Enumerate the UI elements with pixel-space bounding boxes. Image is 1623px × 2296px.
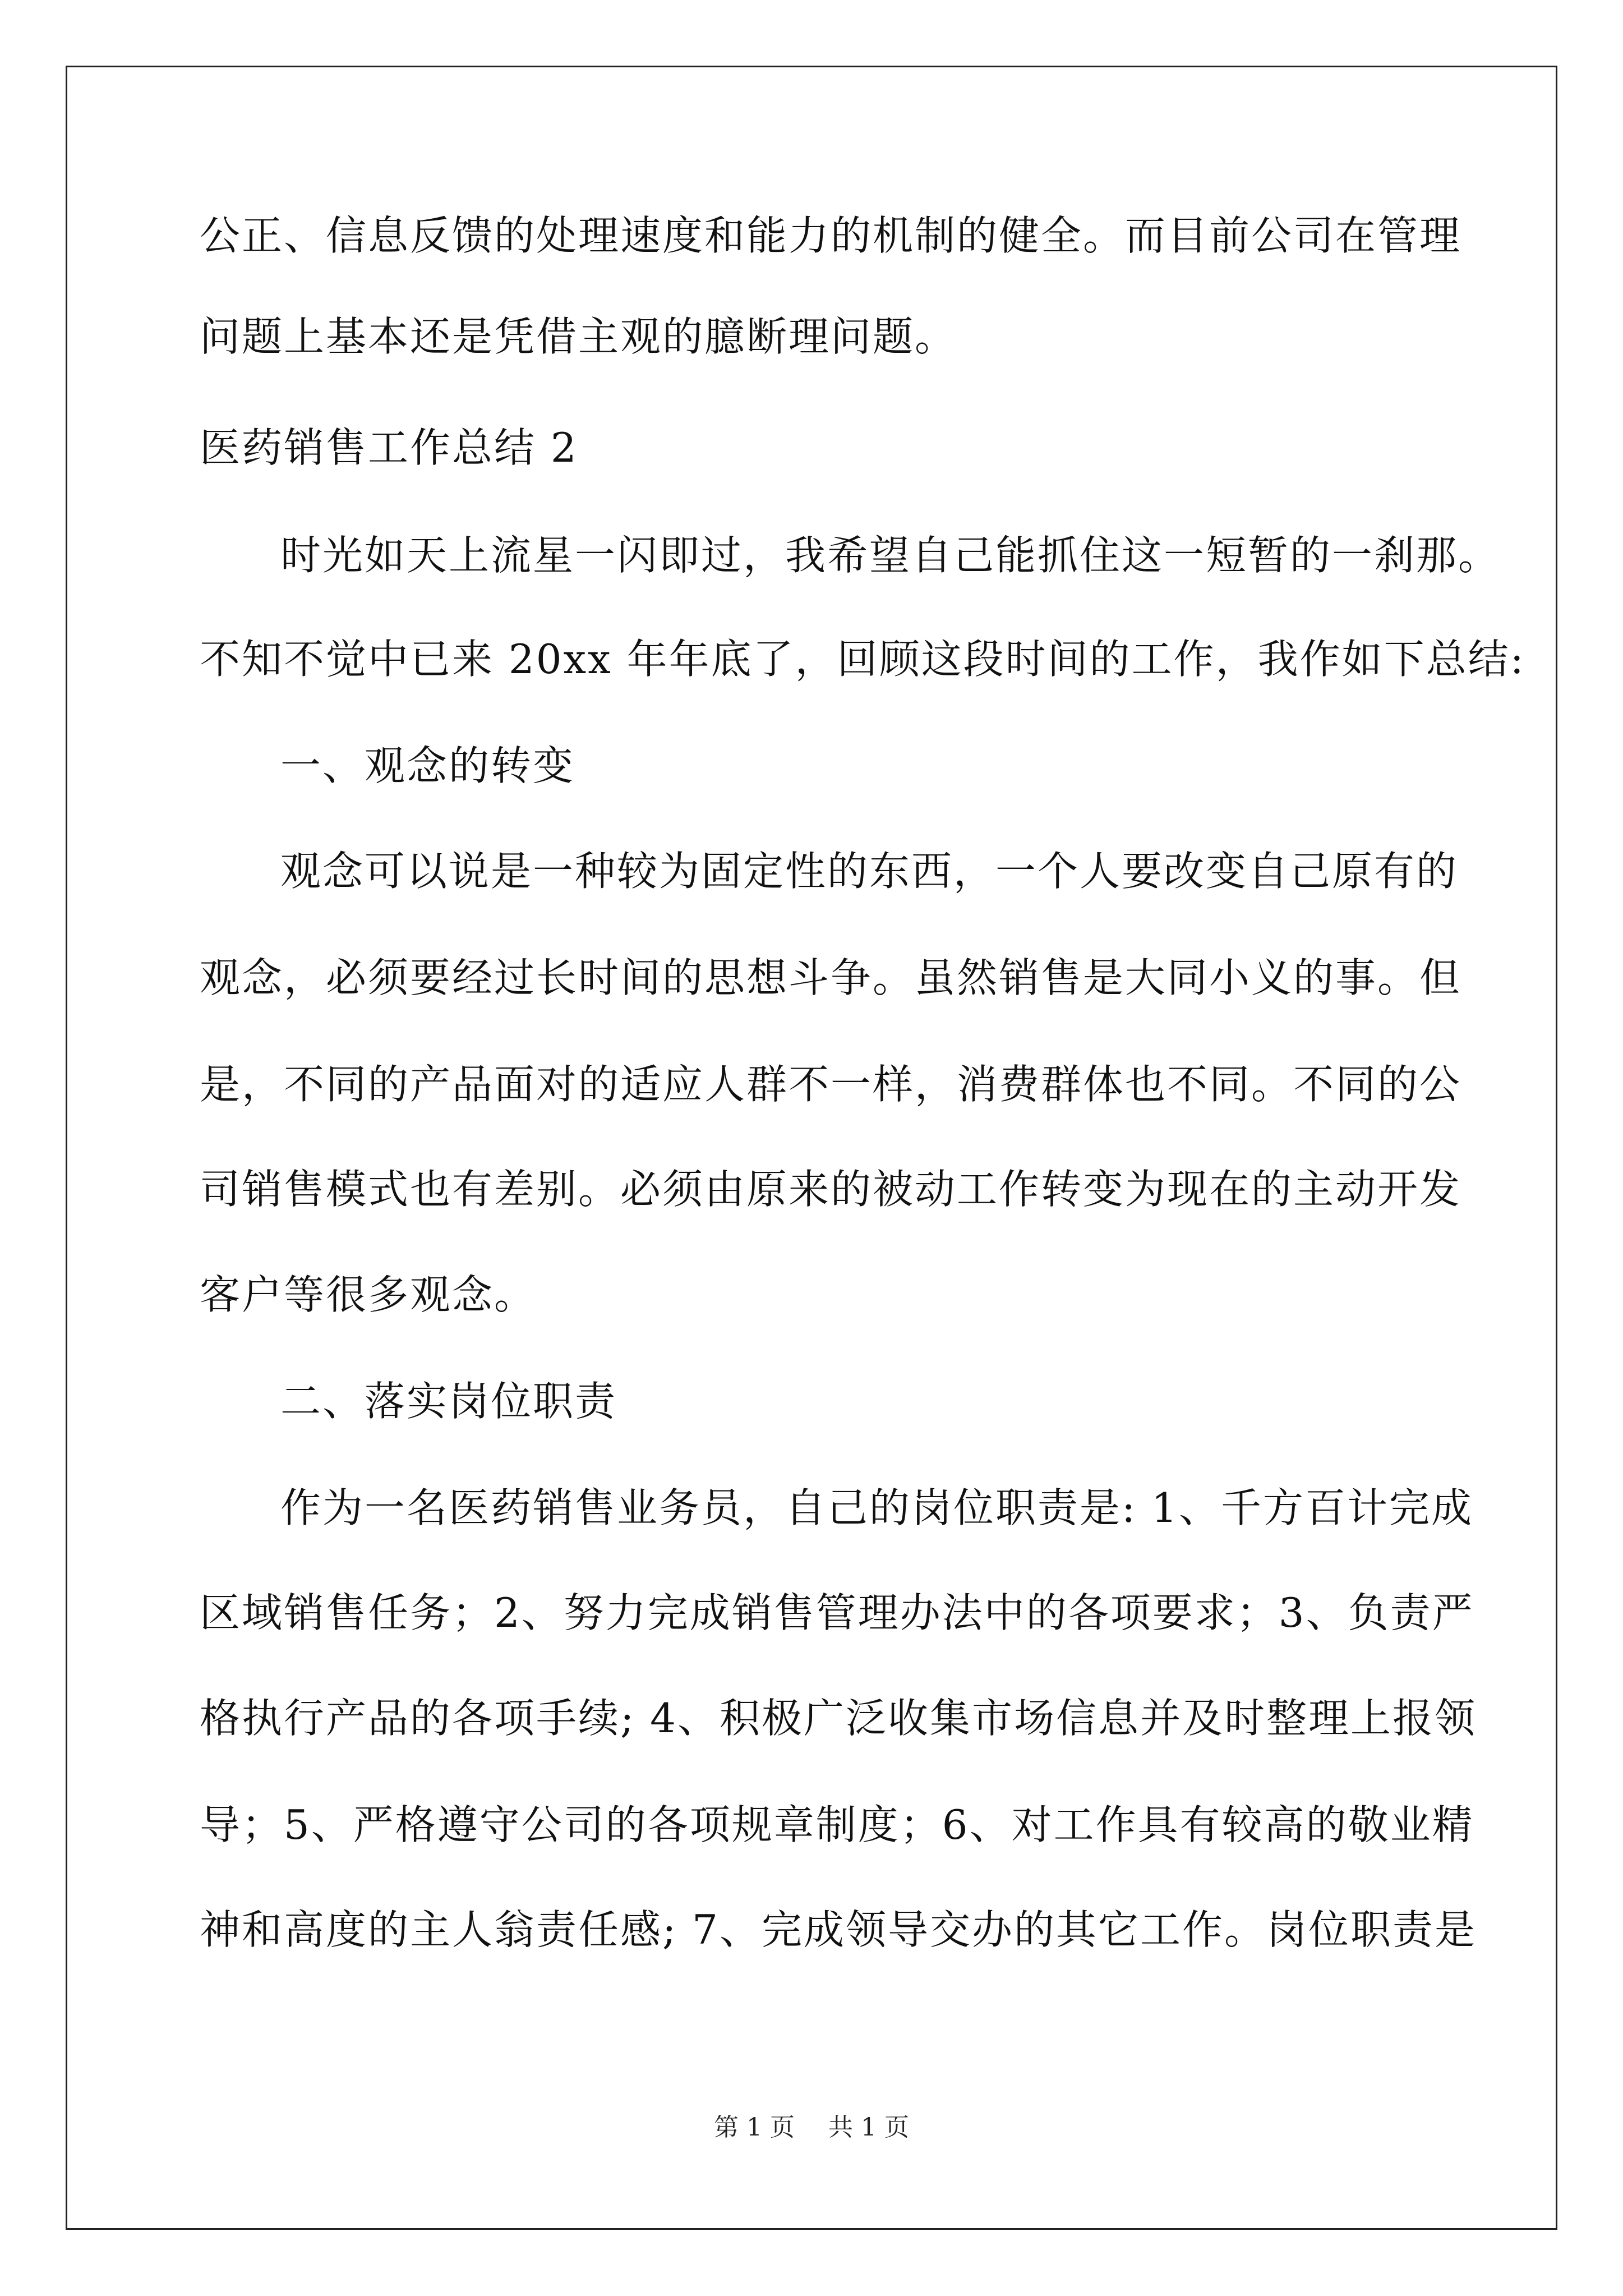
text-line: 不知不觉中已来 20xx 年年底了，回顾这段时间的工作，我作如下总结: [200,636,1525,683]
text-line: 导；5、严格遵守公司的各项规章制度；6、对工作具有较高的敬业精 [200,1801,1474,1848]
text-line: 作为一名医药销售业务员，自己的岗位职责是: 1、千方百计完成 [280,1484,1473,1531]
text-line: 观念，必须要经过长时间的思想斗争。虽然销售是大同小义的事。但 [200,954,1462,1001]
page-number: 第 1 页 [714,2113,795,2142]
page-footer [0,2114,1623,2142]
subheading: 二、落实岗位职责 [280,1378,617,1425]
text-line: 观念可以说是一种较为固定性的东西，一个人要改变自己原有的 [280,848,1459,895]
text-line: 是，不同的产品面对的适应人群不一样，消费群体也不同。不同的公 [200,1061,1462,1108]
page-total: 共 1 页 [828,2113,909,2142]
section-title: 医药销售工作总结 2 [200,424,578,471]
text-line: 客户等很多观念。 [200,1271,537,1318]
text-line: 问题上基本还是凭借主观的臆断理问题。 [200,313,957,360]
text-line: 格执行产品的各项手续; 4、积极广泛收集市场信息并及时整理上报领 [200,1695,1477,1742]
text-line: 时光如天上流星一闪即过，我希望自己能抓住这一短暂的一刹那。 [280,532,1501,579]
page-border [66,66,1557,2230]
subheading: 一、观念的转变 [280,742,575,789]
text-line: 区域销售任务；2、努力完成销售管理办法中的各项要求；3、负责严 [200,1589,1474,1636]
text-line: 神和高度的主人翁责任感; 7、完成领导交办的其它工作。岗位职责是 [200,1906,1477,1953]
text-line: 司销售模式也有差别。必须由原来的被动工作转变为现在的主动开发 [200,1166,1462,1213]
text-line: 公正、信息反馈的处理速度和能力的机制的健全。而目前公司在管理 [200,212,1462,259]
